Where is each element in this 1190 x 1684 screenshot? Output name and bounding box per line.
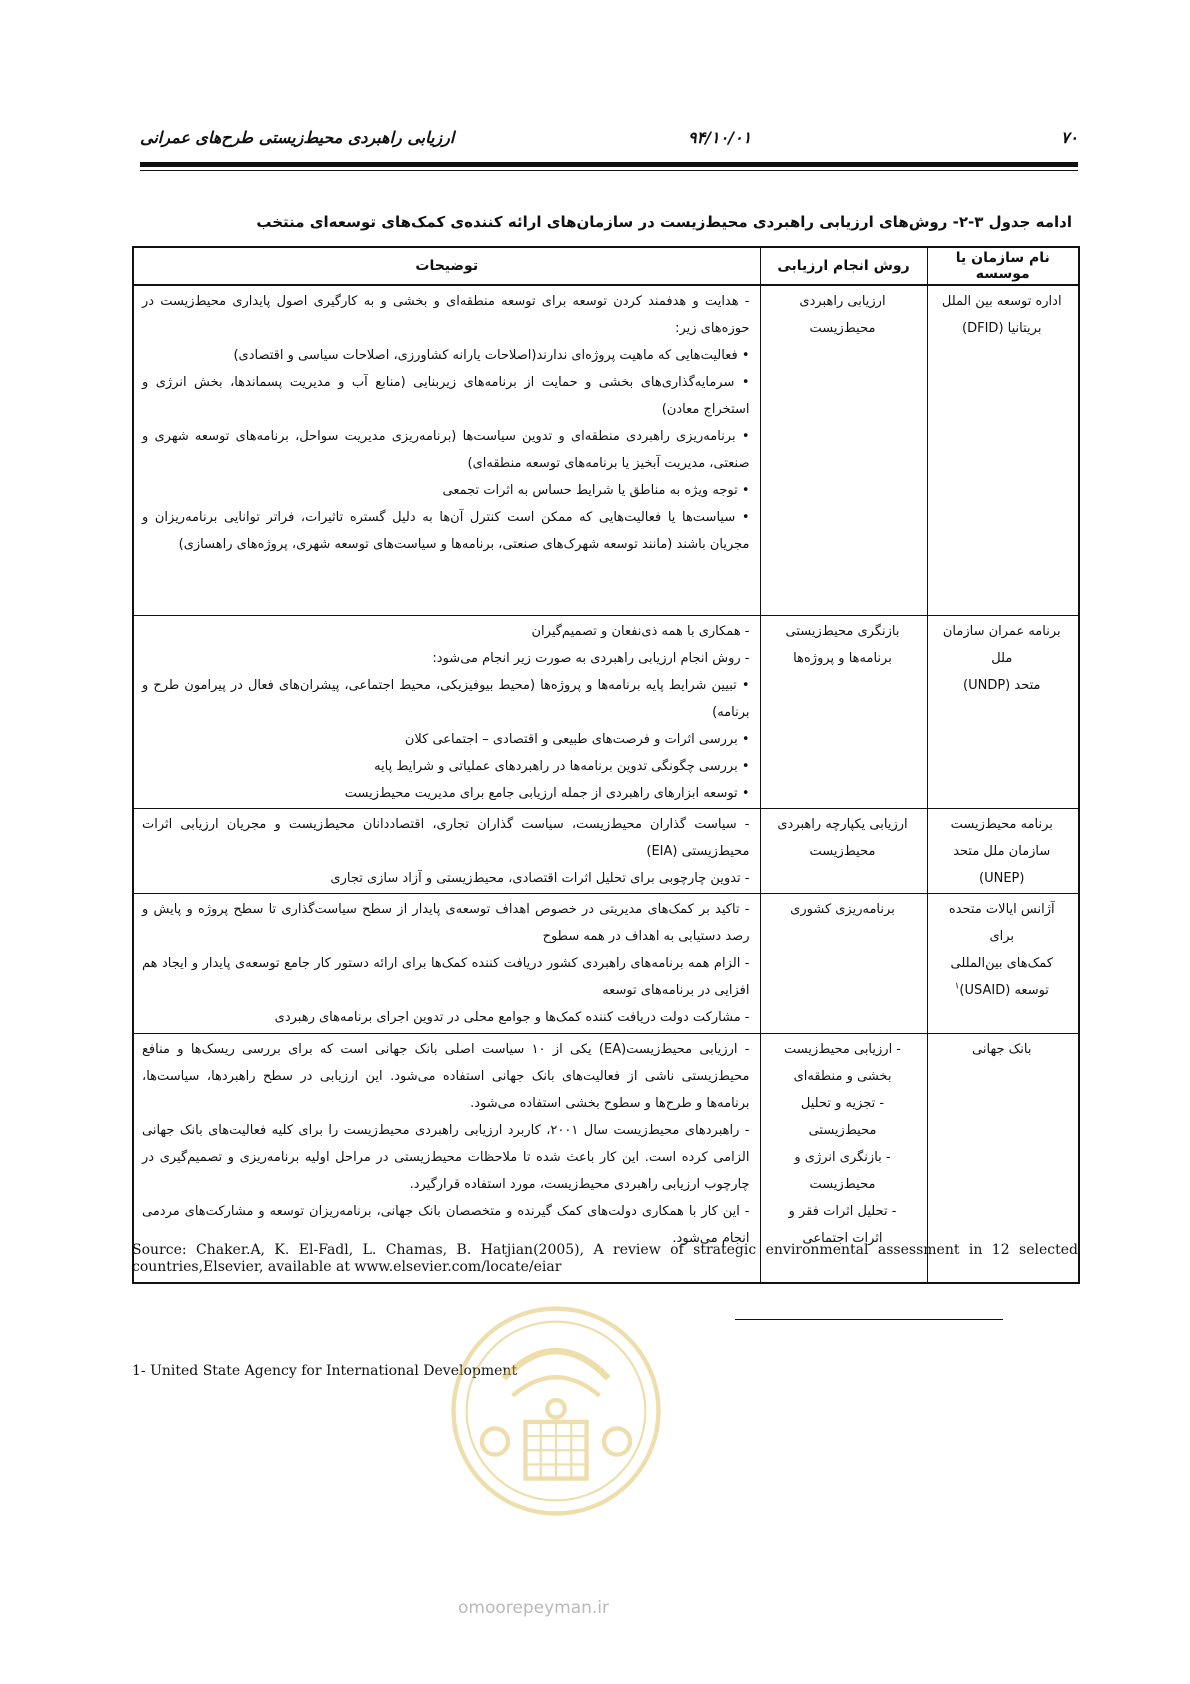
table-row bbox=[133, 809, 1079, 894]
footnote: 1- United State Agency for International Development bbox=[132, 1363, 518, 1379]
desc-paragraph: - روش انجام ارزیابی راهبردی به صورت زیر انجام می‌شود: bbox=[432, 651, 750, 666]
method-line: محیط‌زیست bbox=[809, 844, 876, 859]
desc-bullet: • سرمایه‌گذاری‌های بخشی و حمایت از برنامه‌های زیربنایی (منابع آب و مدیریت پسماندها، بخش انرژی و استخراج معادن) bbox=[142, 369, 750, 423]
header-org: نام سازمان یا موسسه bbox=[927, 247, 1079, 285]
cell-org bbox=[927, 285, 1079, 616]
org-line: آژانس ایالات متحده برای bbox=[948, 902, 1055, 944]
method-line: برنامه‌ریزی کشوری bbox=[790, 902, 895, 917]
org-line: متحد (UNDP) bbox=[963, 678, 1041, 693]
source-citation: Source: Chaker.A, K. El-Fadl, L. Chamas, B. Hatjian(2005), A review of strategic environmental assessment in 12 selected countries,Elsevier, available at www.elsevier.com/locate/eiar bbox=[132, 1242, 1078, 1275]
table-header-row bbox=[133, 247, 1079, 285]
cell-method bbox=[760, 894, 927, 1034]
cell-desc bbox=[133, 809, 760, 894]
header-desc: توضیحات bbox=[133, 247, 760, 285]
method-line: - ارزیابی محیط‌زیست bbox=[783, 1042, 902, 1057]
cell-desc bbox=[133, 616, 760, 809]
org-line: برنامه عمران سازمان ملل bbox=[942, 624, 1061, 666]
method-line: ارزیابی راهبردی bbox=[799, 294, 886, 309]
desc-paragraph: - تدوین چارچوبی برای تحلیل اثرات اقتصادی، محیط‌زیستی و آزاد سازی تجاری bbox=[330, 871, 750, 886]
org-line: بانک جهانی bbox=[972, 1042, 1032, 1057]
org-line: (UNEP) bbox=[979, 871, 1025, 886]
method-line: ارزیابی یکپارچه راهبردی bbox=[777, 817, 908, 832]
org-line: کمک‌های بین‌المللی bbox=[950, 956, 1053, 971]
sea-methods-table bbox=[132, 246, 1080, 1284]
desc-paragraph: - تاکید بر کمک‌های مدیریتی در خصوص اهداف توسعه‌ی پایدار از سطح سیاست‌گذاری تا سطح پروژه و پایش و رصد دستیابی به اهداف در همه سطوح bbox=[142, 902, 750, 944]
org-line: برنامه محیط‌زیست bbox=[950, 817, 1053, 832]
method-line: محیط‌زیستی bbox=[808, 1123, 877, 1138]
cell-desc bbox=[133, 285, 760, 616]
table-row bbox=[133, 285, 1079, 616]
header-method: روش انجام ارزیابی bbox=[760, 247, 927, 285]
cell-desc bbox=[133, 894, 760, 1034]
desc-paragraph: - همکاری با همه ذی‌نفعان و تصمیم‌گیران bbox=[531, 624, 750, 639]
cell-org bbox=[927, 809, 1079, 894]
method-line: بازنگری محیط‌زیستی bbox=[785, 624, 900, 639]
desc-bullet: • بررسی چگونگی تدوین برنامه‌ها در راهبردهای عملیاتی و شرایط پایه bbox=[142, 753, 750, 780]
org-line: اداره توسعه بین الملل bbox=[941, 294, 1062, 309]
desc-paragraph: - الزام همه برنامه‌های راهبردی کشور دریافت کننده کمک‌ها برای ارائه دستور کار جامع توسعه‌ی پایدار و ایجاد هم افزایی در برنامه‌های توسعه bbox=[142, 956, 750, 998]
org-line: سازمان ملل متحد bbox=[953, 844, 1051, 859]
running-header bbox=[140, 128, 1078, 152]
desc-bullet: • فعالیت‌هایی که ماهیت پروژه‌ای ندارند(اصلاحات یارانه کشاورزی، اصلاحات سیاسی و اقتصادی) bbox=[142, 342, 750, 369]
desc-bullet: • سیاست‌ها یا فعالیت‌هایی که ممکن است کنترل آن‌ها به دلیل گستره تاثیرات، فراتر توانایی برنامه‌ریزان و مجریان باشند (مانند توسعه شهرک‌های صنعتی، برنامه‌ها و سیاست‌های توسعه شهری، پروژه‌های راهسازی) bbox=[142, 504, 750, 558]
method-line: بخشی و منطقه‌ای bbox=[793, 1069, 892, 1084]
desc-bullet: • توجه ویژه به مناطق یا شرایط حساس به اثرات تجمعی bbox=[142, 477, 750, 504]
table-caption: ادامه جدول ۳-۲- روش‌های ارزیابی راهبردی محیط‌زیست در سازمان‌های ارائه کننده‌ی کمک‌های توسعه‌ای منتخب bbox=[256, 213, 1072, 231]
footnote-marker: ۱ bbox=[954, 981, 960, 992]
desc-paragraph: - ارزیابی محیط‌زیست(EA) یکی از ۱۰ سیاست اصلی بانک جهانی است که برای بررسی ریسک‌ها و منافع محیط‌زیستی ناشی از فعالیت‌های بانک جهانی استفاده می‌شود. این ارزیابی در سطح راهبردها، سیاست‌ها، برنامه‌ها و طرح‌ها و سطوح بخشی استفاده می‌شود. bbox=[142, 1042, 750, 1111]
header-date: ۹۴/۱۰/۰۱ bbox=[688, 128, 752, 147]
table-row bbox=[133, 616, 1079, 809]
org-line: توسعه (USAID)$^۱$ bbox=[954, 981, 1049, 998]
page-number: ۷۰ bbox=[1060, 128, 1078, 147]
header-rule-thin bbox=[140, 170, 1078, 171]
desc-paragraph: - این کار با همکاری دولت‌های کمک گیرنده و متخصصان بانک جهانی، برنامه‌ریزان توسعه و مشارکت‌های مردمی انجام می‌شود. bbox=[142, 1204, 750, 1246]
header-rule-thick bbox=[140, 162, 1078, 167]
cell-org bbox=[927, 894, 1079, 1034]
method-line: - تجزیه و تحلیل bbox=[800, 1096, 885, 1111]
table-row bbox=[133, 894, 1079, 1034]
watermark-url: omoorepeyman.ir bbox=[458, 1598, 610, 1618]
desc-paragraph: - راهبردهای محیط‌زیست سال ۲۰۰۱، کاربرد ارزیابی راهبردی محیط‌زیست را برای کلیه فعالیت‌های بانک جهانی الزامی کرده است. این کار باعث شده تا ملاحظات محیط‌زیستی در مراحل اولیه برنامه‌ریزی و تصمیم‌گیری در چارچوب ارزیابی راهبردی محیط‌زیست، مورد استفاده قرارگیرد. bbox=[142, 1123, 750, 1192]
desc-paragraph: - سیاست گذاران محیط‌زیست، سیاست گذاران تجاری، اقتصاددانان محیط‌زیست و مجریان ارزیابی اثرات محیط‌زیستی (EIA) bbox=[142, 817, 750, 859]
desc-paragraph: - مشارکت دولت دریافت کننده کمک‌ها و جوامع محلی در تدوین اجرای برنامه‌های رهبردی bbox=[274, 1010, 750, 1025]
desc-paragraph: - هدایت و هدفمند کردن توسعه برای توسعه منطقه‌ای و بخشی و به کارگیری اصول پایداری محیط‌زیست در حوزه‌های زیر: bbox=[142, 294, 750, 336]
footnote-rule bbox=[735, 1319, 1003, 1320]
method-line: برنامه‌ها و پروژه‌ها bbox=[793, 651, 892, 666]
cell-method bbox=[760, 285, 927, 616]
method-line: اثرات اجتماعی bbox=[802, 1231, 883, 1246]
book-title: ارزیابی راهبردی محیط‌زیستی طرح‌های عمرانی bbox=[140, 128, 455, 147]
desc-bullet: • برنامه‌ریزی راهبردی منطقه‌ای و تدوین سیاست‌ها (برنامه‌ریزی مدیریت سواحل، برنامه‌های توسعه شهری و صنعتی، مدیریت آبخیز یا برنامه‌های توسعه منطقه‌ای) bbox=[142, 423, 750, 477]
org-line: بریتانیا (DFID) bbox=[962, 321, 1042, 336]
cell-method bbox=[760, 616, 927, 809]
method-line: محیط‌زیست bbox=[809, 1177, 876, 1192]
desc-bullet: • تبیین شرایط پایه برنامه‌ها و پروژه‌ها (محیط بیوفیزیکی، محیط اجتماعی، پیشران‌های فعال در پیرامون طرح و برنامه) bbox=[142, 672, 750, 726]
method-line: - تحلیل اثرات فقر و bbox=[788, 1204, 897, 1219]
desc-bullet: • توسعه ابزارهای راهبردی از جمله ارزیابی جامع برای مدیریت محیط‌زیست bbox=[142, 780, 750, 807]
cell-method bbox=[760, 809, 927, 894]
method-line: محیط‌زیست bbox=[809, 321, 876, 336]
cell-org bbox=[927, 616, 1079, 809]
desc-bullet: • بررسی اثرات و فرصت‌های طبیعی و اقتصادی – اجتماعی کلان bbox=[142, 726, 750, 753]
omoorepeyman-seal-icon bbox=[447, 1302, 665, 1520]
method-line: - بازنگری انرژی و bbox=[794, 1150, 891, 1165]
